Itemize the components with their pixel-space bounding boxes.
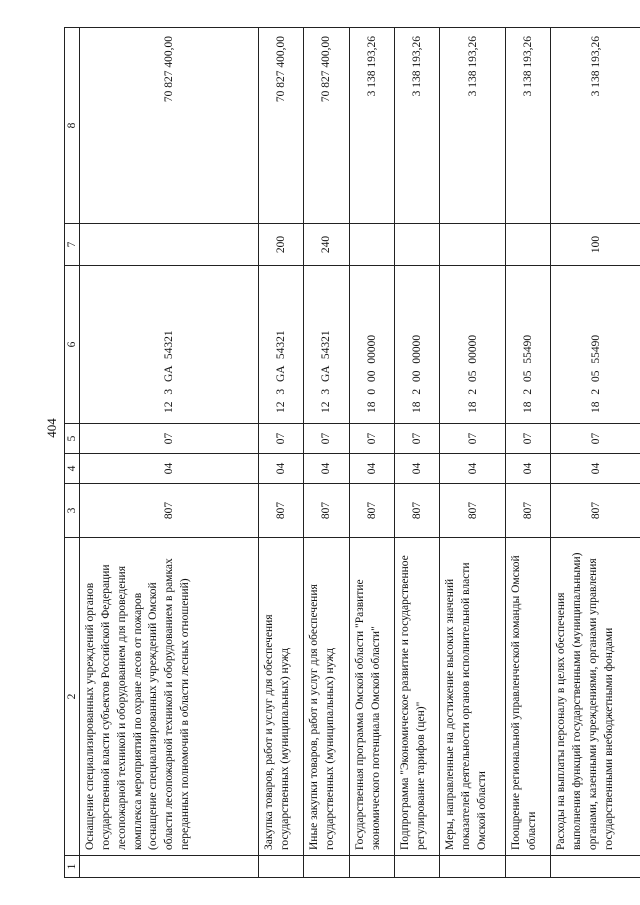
row-number	[551, 856, 640, 878]
row-target-article: 18 0 00 00000	[349, 266, 394, 424]
table-row	[304, 28, 349, 878]
row-number	[440, 856, 506, 878]
row-number	[394, 856, 439, 878]
row-amount: 3 138 193,26	[505, 28, 550, 224]
row-ministry-code: 807	[394, 484, 439, 538]
row-subsection-code: 07	[551, 424, 640, 454]
row-number	[304, 856, 349, 878]
rotated-page	[64, 28, 640, 878]
row-name: Меры, направленные на достижение высоких значений показателей деятельности органов исполнительной власти Омской области	[440, 538, 506, 856]
header-col-8: 8	[65, 28, 80, 224]
table-row	[505, 28, 550, 878]
row-subsection-code: 07	[259, 424, 304, 454]
row-name: Расходы на выплаты персоналу в целях обеспечения выполнения функций государственными (муниципальными) органами, казенными учреждениями, органами управления государственными внебюджетными фондами	[551, 538, 640, 856]
row-expense-type: 200	[259, 224, 304, 266]
row-name: Подпрограмма "Экономическое развитие и государственное регулирование тарифов (цен)"	[394, 538, 439, 856]
row-number	[80, 856, 259, 878]
row-subsection-code: 07	[505, 424, 550, 454]
page-number: 404	[43, 418, 59, 438]
header-col-3: 3	[65, 484, 80, 538]
row-section-code: 04	[551, 454, 640, 484]
row-ministry-code: 807	[304, 484, 349, 538]
row-target-article: 18 2 00 00000	[394, 266, 439, 424]
row-section-code: 04	[505, 454, 550, 484]
row-amount: 3 138 193,26	[440, 28, 506, 224]
row-amount: 70 827 400,00	[259, 28, 304, 224]
budget-table	[64, 27, 640, 878]
row-section-code: 04	[440, 454, 506, 484]
header-col-6: 6	[65, 266, 80, 424]
row-expense-type: 100	[551, 224, 640, 266]
row-ministry-code: 807	[551, 484, 640, 538]
header-col-7: 7	[65, 224, 80, 266]
row-expense-type	[505, 224, 550, 266]
row-subsection-code: 07	[394, 424, 439, 454]
row-expense-type	[349, 224, 394, 266]
row-section-code: 04	[349, 454, 394, 484]
row-amount: 70 827 400,00	[80, 28, 259, 224]
row-subsection-code: 07	[80, 424, 259, 454]
row-amount: 70 827 400,00	[304, 28, 349, 224]
row-name: Закупка товаров, работ и услуг для обеспечения государственных (муниципальных) нужд	[259, 538, 304, 856]
row-section-code: 04	[80, 454, 259, 484]
row-target-article: 12 3 GA 54321	[80, 266, 259, 424]
row-amount: 3 138 193,26	[394, 28, 439, 224]
row-ministry-code: 807	[349, 484, 394, 538]
row-number	[259, 856, 304, 878]
row-number	[349, 856, 394, 878]
row-subsection-code: 07	[440, 424, 506, 454]
row-name: Оснащение специализированных учреждений органов государственной власти субъектов Российской Федерации лесопожарной техникой и оборудованием для проведения комплекса мероприятий по охране лесов от пожаров (оснащение специализированных учреждений Омской области лесопожарной техникой и оборудованием в рамках переданных полномочий в области лесных отношений)	[80, 538, 259, 856]
row-name: Государственная программа Омской области "Развитие экономического потенциала Омской области"	[349, 538, 394, 856]
row-ministry-code: 807	[259, 484, 304, 538]
header-col-1: 1	[65, 856, 80, 878]
table-header-row	[65, 28, 80, 878]
row-target-article: 12 3 GA 54321	[259, 266, 304, 424]
row-section-code: 04	[394, 454, 439, 484]
row-amount: 3 138 193,26	[349, 28, 394, 224]
table-row	[80, 28, 259, 878]
table-row	[440, 28, 506, 878]
row-target-article: 18 2 05 55490	[551, 266, 640, 424]
row-target-article: 12 3 GA 54321	[304, 266, 349, 424]
table-row	[551, 28, 640, 878]
row-expense-type	[394, 224, 439, 266]
row-target-article: 18 2 05 55490	[505, 266, 550, 424]
row-subsection-code: 07	[349, 424, 394, 454]
row-subsection-code: 07	[304, 424, 349, 454]
row-section-code: 04	[259, 454, 304, 484]
row-name: Поощрение региональной управленческой команды Омской области	[505, 538, 550, 856]
header-col-5: 5	[65, 424, 80, 454]
row-expense-type	[80, 224, 259, 266]
row-target-article: 18 2 05 00000	[440, 266, 506, 424]
row-expense-type	[440, 224, 506, 266]
row-amount: 3 138 193,26	[551, 28, 640, 224]
row-section-code: 04	[304, 454, 349, 484]
row-ministry-code: 807	[440, 484, 506, 538]
table-row	[259, 28, 304, 878]
header-col-4: 4	[65, 454, 80, 484]
table-row	[349, 28, 394, 878]
row-ministry-code: 807	[505, 484, 550, 538]
row-number	[505, 856, 550, 878]
table-row	[394, 28, 439, 878]
row-expense-type: 240	[304, 224, 349, 266]
row-name: Иные закупки товаров, работ и услуг для обеспечения государственных (муниципальных) нужд	[304, 538, 349, 856]
row-ministry-code: 807	[80, 484, 259, 538]
header-col-2: 2	[65, 538, 80, 856]
